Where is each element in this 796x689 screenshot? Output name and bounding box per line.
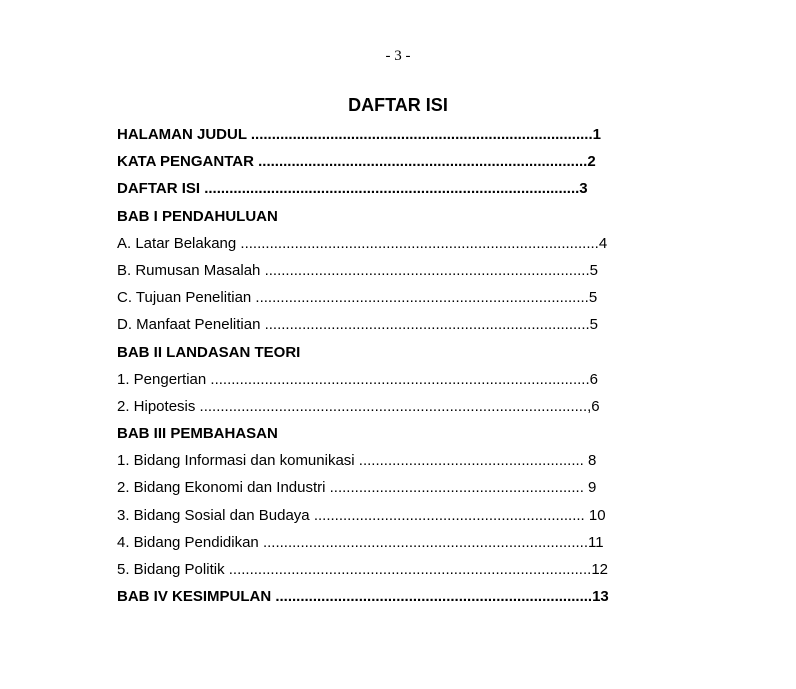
toc-entry-text: 3. Bidang Sosial dan Budaya [117,506,314,524]
toc-entry-text: KATA PENGANTAR [117,153,259,171]
toc-entry-page: 6 [589,370,598,388]
toc-entry [117,234,677,261]
toc-entry-dots: .......................................................................................... [204,180,580,198]
toc-entry-page: ,6 [587,397,600,415]
toc-entry-page: 2 [587,153,596,171]
toc-entry [117,152,677,179]
table-of-contents [117,125,677,614]
toc-entry-text: BAB I PENDAHULUAN [117,207,278,225]
toc-entry-dots: ............................................................................... [258,153,588,171]
toc-entry [117,397,677,424]
toc-entry [117,506,677,533]
toc-entry [117,451,677,478]
toc-entry-dots: ....................................................................................... [228,561,592,578]
toc-entry-dots: ............................................................................ [275,588,593,606]
toc-entry-dots: ...................................................................................... [240,234,599,252]
toc-entry-text: 1. Pengertian [117,370,211,388]
toc-entry-page: 3 [579,180,588,198]
toc-title: DAFTAR ISI [348,95,448,115]
toc-entry-dots: ................................................................................ [255,289,589,307]
toc-entry-text: BAB II LANDASAN TEORI [117,343,301,361]
toc-entry [117,478,677,505]
toc-entry-text: 2. Hipotesis [117,397,200,415]
toc-entry-page: 9 [583,479,597,497]
toc-entry [117,424,677,451]
toc-entry-text: C. Tujuan Penelitian [117,289,256,307]
toc-entry-dots: .................................................................................. [250,126,593,143]
toc-entry-dots: ............................................................................................. [199,397,588,415]
toc-entry [117,560,677,587]
toc-entry [117,343,677,370]
toc-entry-text: 4. Bidang Pendidikan [117,533,263,551]
toc-entry-page: 1 [592,126,601,143]
page-number: - 3 - [385,48,411,64]
toc-entry [117,370,677,397]
toc-entry-page: 11 [588,533,604,551]
toc-entry-text: HALAMAN JUDUL [117,126,251,143]
toc-entry-dots: ...................................................... [358,452,584,470]
toc-entry-text: A. Latar Belakang [117,234,241,252]
toc-entry-dots: ............................................................. [329,479,584,497]
toc-entry-dots: .............................................................................. [264,261,590,279]
toc-entry-page: 8 [583,452,597,470]
toc-entry-dots: .............................................................................. [262,533,589,551]
toc-entry-text: 5. Bidang Politik [117,561,229,578]
toc-entry-dots: ................................................................. [313,506,585,524]
toc-entry [117,179,677,206]
toc-entry-text: B. Rumusan Masalah [117,261,265,279]
toc-entry [117,587,677,614]
toc-entry-text: D. Manfaat Penelitian [117,316,265,334]
toc-entry [117,207,677,234]
toc-entry [117,533,677,560]
toc-entry-text: 1. Bidang Informasi dan komunikasi [117,452,359,470]
toc-entry-page: 5 [589,316,599,334]
toc-entry [117,125,677,152]
toc-entry [117,261,677,288]
toc-entry-dots: .............................................................................. [264,316,590,334]
toc-entry-text: BAB IV KESIMPULAN [117,588,276,606]
toc-entry [117,315,677,342]
toc-entry [117,288,677,315]
toc-entry-page: 4 [598,234,608,252]
toc-entry-text: 2. Bidang Ekonomi dan Industri [117,479,330,497]
toc-entry-dots: ........................................................................................... [210,370,590,388]
toc-entry-page: 5 [589,261,598,279]
toc-entry-page: 13 [592,588,609,606]
toc-entry-page: 10 [584,506,606,524]
toc-entry-page: 12 [591,561,608,578]
toc-entry-text: DAFTAR ISI [117,180,205,198]
toc-entry-page: 5 [588,289,598,307]
toc-entry-text: BAB III PEMBAHASAN [117,425,278,443]
